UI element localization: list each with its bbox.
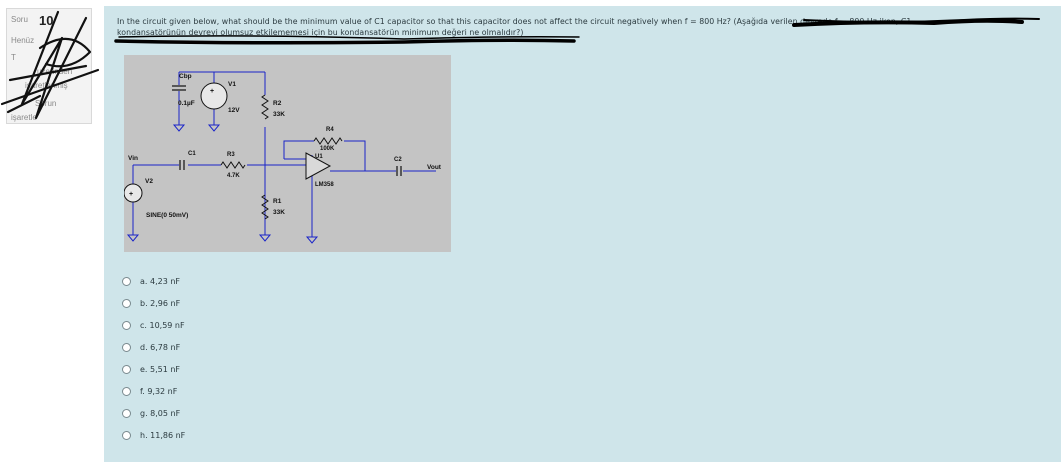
flag-question-link-2[interactable]: işaretle: [11, 113, 37, 122]
option-g[interactable]: [122, 406, 242, 420]
radio-button[interactable]: [122, 321, 131, 330]
label-r1-value: 33K: [273, 209, 285, 216]
label-vout: Vout: [427, 164, 441, 171]
label-r4: R4: [326, 127, 334, 133]
question-text-tr: (Aşağıda verilen devrede f = 800 Hz iken, C1: [733, 17, 912, 26]
label-v1-value: 12V: [228, 107, 240, 114]
option-e[interactable]: [122, 362, 242, 376]
label-r3-value: 4.7K: [227, 173, 240, 179]
option-h[interactable]: [122, 428, 242, 442]
option-label: a. 4,23 nF: [140, 276, 181, 286]
grade-text: uzerinden: [37, 67, 73, 76]
label-cbp: Cbp: [179, 73, 192, 80]
flag-question-link[interactable]: Sorun: [35, 99, 57, 108]
question-text-tr-2: kondansatörünün devreyi olumsuz etkilememesi için bu kondansatörün minimum değeri ne olmalıdır?): [117, 28, 524, 37]
radio-button[interactable]: [122, 431, 131, 440]
radio-button[interactable]: [122, 343, 131, 352]
status-text: Henüz: [11, 36, 35, 45]
option-label: b. 2,96 nF: [140, 298, 181, 308]
v1-plus-sign: +: [210, 88, 215, 95]
option-c[interactable]: [122, 318, 242, 332]
radio-button[interactable]: [122, 387, 131, 396]
question-info-card: [6, 8, 92, 124]
label-r1: R1: [273, 198, 282, 205]
question-panel: [104, 6, 1061, 462]
label-u1: U1: [315, 154, 323, 160]
label-v1: V1: [228, 81, 236, 88]
option-b[interactable]: [122, 296, 242, 310]
label-lm358: LM358: [315, 182, 334, 188]
label-vin: Vin: [128, 155, 138, 162]
v1-source: [201, 83, 227, 109]
v2-plus-sign: +: [129, 191, 134, 198]
circuit-schematic: [124, 55, 451, 252]
option-a[interactable]: [122, 274, 242, 288]
label-c2: C2: [394, 157, 402, 163]
question-text-en: In the circuit given below, what should be the minimum value of C1 capacitor so that this capacitor does not affect the circuit negatively when f = 800 Hz?: [117, 17, 731, 26]
label-cbp-value: 0.1µF: [178, 100, 195, 107]
option-label: c. 10,59 nF: [140, 320, 185, 330]
question-label: Soru: [11, 15, 28, 24]
question-text: [117, 16, 1047, 38]
option-label: f. 9,32 nF: [140, 386, 178, 396]
radio-button[interactable]: [122, 299, 131, 308]
option-f[interactable]: [122, 384, 242, 398]
label-v2: V2: [145, 178, 153, 185]
option-label: g. 8,05 nF: [140, 408, 181, 418]
label-r4-value: 100K: [320, 146, 335, 152]
radio-button[interactable]: [122, 277, 131, 286]
option-d[interactable]: [122, 340, 242, 354]
label-sine: SINE(0 50mV): [146, 212, 189, 219]
radio-button[interactable]: [122, 409, 131, 418]
radio-button[interactable]: [122, 365, 131, 374]
option-label: e. 5,51 nF: [140, 364, 181, 374]
status-text-2: T: [11, 53, 16, 62]
option-label: h. 11,86 nF: [140, 430, 186, 440]
label-r3: R3: [227, 152, 235, 158]
flag-text: işaretlenmiş: [25, 81, 68, 90]
schematic-background: [124, 55, 451, 252]
option-label: d. 6,78 nF: [140, 342, 181, 352]
label-c1: C1: [188, 151, 196, 157]
question-number: 10: [39, 13, 54, 28]
label-r2: R2: [273, 100, 282, 107]
label-r2-value: 33K: [273, 111, 285, 118]
